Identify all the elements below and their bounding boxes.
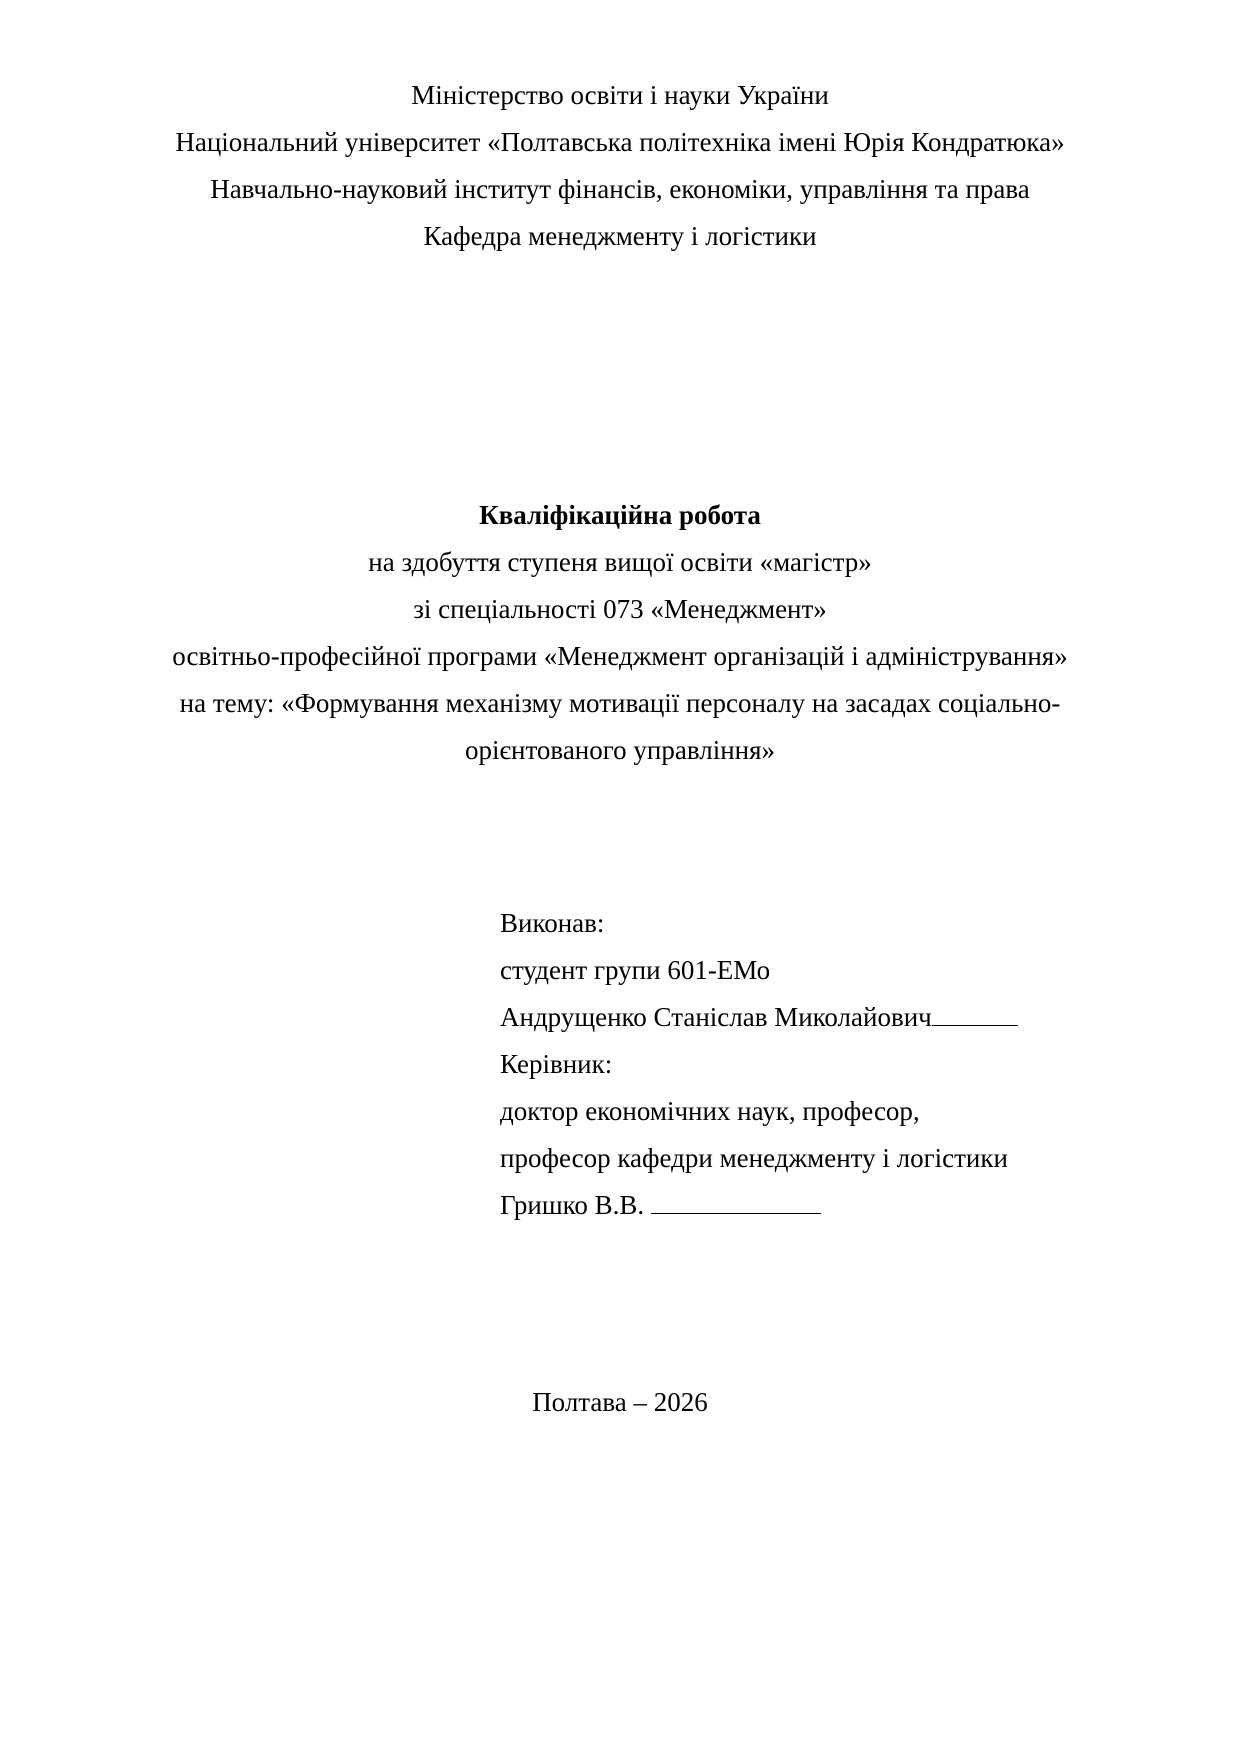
supervisor-position-line: професор кафедри менеджменту і логістики: [500, 1143, 1008, 1173]
institution-header: [120, 0, 1120, 260]
student-name: Андрущенко Станіслав Миколайович: [500, 1002, 932, 1032]
student-name-line: [500, 994, 1120, 1041]
student-group-line: студент групи 601-ЕМо: [500, 955, 771, 985]
specialty-line: зі спеціальності 073 «Менеджмент»: [413, 594, 827, 624]
author-supervisor-block: [120, 900, 1120, 1229]
supervisor-name-line: [500, 1182, 1120, 1229]
page-footer: [120, 1379, 1120, 1426]
supervisor-label: Керівник:: [500, 1049, 613, 1079]
theme-line-2: орієнтованого управління»: [464, 735, 776, 765]
supervisor-degree-line: доктор економічних наук, професор,: [500, 1096, 920, 1126]
theme-block: [120, 680, 1120, 774]
supervisor-name: Гришко В.В.: [500, 1190, 645, 1220]
institute-line: Навчально-науковий інститут фінансів, економіки, управління та права: [210, 174, 1030, 204]
student-signature-rule: [932, 1025, 1018, 1026]
supervisor-signature-rule: [651, 1213, 821, 1214]
place-year-line: Полтава – 2026: [532, 1387, 708, 1417]
theme-line-1: на тему: «Формування механізму мотивації персоналу на засадах соціально-: [179, 688, 1061, 718]
performed-by-label: Виконав:: [500, 908, 605, 938]
department-line: Кафедра менеджменту і логістики: [423, 221, 817, 251]
ministry-line: Міністерство освіти і науки України: [411, 80, 829, 110]
university-line: Національний університет «Полтавська політехніка імені Юрія Кондратюка»: [175, 127, 1065, 157]
work-type-heading: Кваліфікаційна робота: [479, 500, 761, 530]
work-title-block: [120, 492, 1120, 774]
program-line: освітньо-професійної програми «Менеджмент організацій і адміністрування»: [172, 641, 1068, 671]
degree-line: на здобуття ступеня вищої освіти «магістр»: [368, 547, 872, 577]
